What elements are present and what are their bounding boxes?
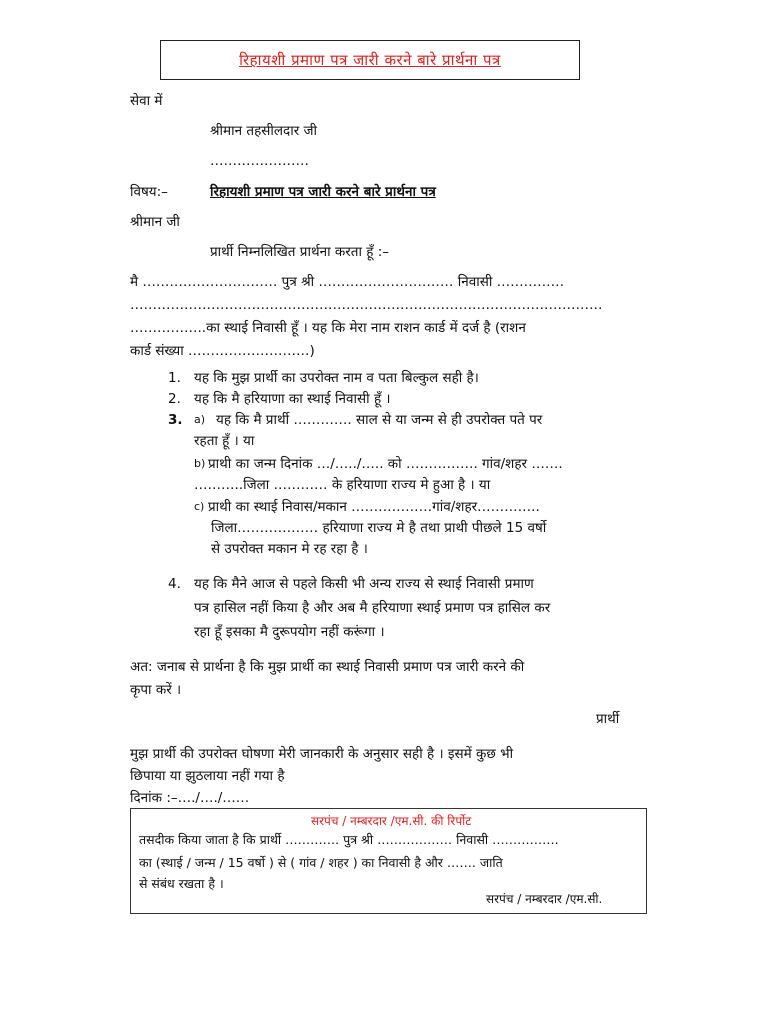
report-signature: सरपंच / नम्बरदार /एम.सी.	[486, 892, 603, 906]
intro-line: प्रार्थी निम्नलिखित प्रार्थना करता हूँ :–	[210, 244, 390, 260]
point-4-line-2: पत्र हासिल नहीं किया है और अब मै हरियाणा स्थाई प्रमाण पत्र हासिल कर	[194, 600, 551, 616]
body-line-1: मै ………………………… पुत्र श्री ………………………… निवासी ……………	[130, 274, 565, 290]
point-3c-line-1: प्राथी का स्थाई निवास/मकान ………………गांव/शहर…………..	[208, 499, 540, 515]
point-2-text: यह कि मै हरियाणा का स्थाई निवासी हूँ ।	[194, 391, 391, 407]
report-box	[130, 808, 647, 914]
seva-me: सेवा में	[130, 93, 163, 109]
point-3a-line-1: यह कि मै प्रार्थी …………. साल से या जन्म से ही उपरोक्त पते पर	[216, 412, 543, 428]
point-3a-line-2: रहता हूँ । या	[194, 433, 255, 449]
point-3b-line-2: ………..जिला ………… के हरियाणा राज्य मे हुआ है । या	[194, 477, 491, 493]
point-3b-line-1: प्राथी का जन्म दिनांक …/…../….. को ……………. गांव/शहर …….	[208, 456, 563, 472]
declaration-line-1: मुझ प्रार्थी की उपरोक्त घोषणा मेरी जानकारी के अनुसार सही है । इसमें कुछ भी	[130, 746, 514, 762]
point-1-text: यह कि मुझ प्रार्थी का उपरोक्त नाम व पता बिल्कुल सही है।	[194, 370, 479, 386]
document-title: रिहायशी प्रमाण पत्र जारी करने बारे प्रार्थना पत्र	[239, 51, 501, 69]
point-3a-label: a)	[194, 413, 206, 426]
point-4-line-3: रहा हूँ इसका मै दुरूपयोग नहीं करूंगा ।	[194, 624, 385, 640]
date-field: दिनांक :–…./…./……	[130, 790, 250, 806]
title-box	[160, 40, 580, 80]
addressee: श्रीमान तहसीलदार जी	[210, 123, 318, 139]
report-line-1: तसदीक किया जाता है कि प्रार्थी …………. पुत्र श्री ……………… निवासी …………….	[139, 832, 559, 847]
body-line-2: ……………………………………………………………………………………………	[130, 297, 603, 313]
subject-text: रिहायशी प्रमाण पत्र जारी करने बारे प्रार्थना पत्र	[210, 184, 436, 200]
point-3c-label: c)	[194, 500, 205, 513]
body-line-3: ……………..का स्थाई निवासी हूँ । यह कि मेरा नाम राशन कार्ड में दर्ज है (राशन	[130, 320, 526, 336]
point-3c-line-2: जिला……………… हरियाणा राज्य मे है तथा प्राथी पीछले 15 वर्षो	[211, 520, 547, 536]
body-line-4: कार्ड संख्या ………………………)	[130, 343, 315, 359]
point-1-number: 1.	[168, 370, 181, 386]
point-4-line-1: यह कि मैने आज से पहले किसी भी अन्य राज्य से स्थाई निवासी प्रमाण	[194, 576, 534, 592]
point-3c-line-3: से उपरोक्त मकान मे रह रहा है ।	[211, 541, 368, 557]
salutation: श्रीमान जी	[130, 214, 180, 230]
applicant-label: प्रार्थी	[596, 711, 620, 727]
request-line-1: अत: जनाब से प्रार्थना है कि मुझ प्रार्थी का स्थाई निवासी प्रमाण पत्र जारी करने की	[130, 659, 525, 675]
point-4-number: 4.	[168, 576, 181, 592]
point-3b-label: b)	[194, 457, 206, 470]
report-line-3: से संबंध रखता है ।	[139, 876, 224, 891]
point-2-number: 2.	[168, 391, 181, 407]
request-line-2: कृपा करें ।	[130, 682, 182, 698]
point-3-number: 3.	[168, 412, 183, 428]
report-line-2: का (स्थाई / जन्म / 15 वर्षो ) से ( गांव / शहर ) का निवासी है और ……. जाति	[139, 855, 503, 870]
declaration-line-2: छिपाया या झुठलाया नहीं गया है	[130, 768, 285, 784]
report-title: सरपंच / नम्बरदार /एम.सी. की रिर्पोट	[311, 814, 472, 828]
addressee-dots: ………………….	[210, 153, 309, 169]
subject-label: विषय:–	[130, 184, 168, 200]
